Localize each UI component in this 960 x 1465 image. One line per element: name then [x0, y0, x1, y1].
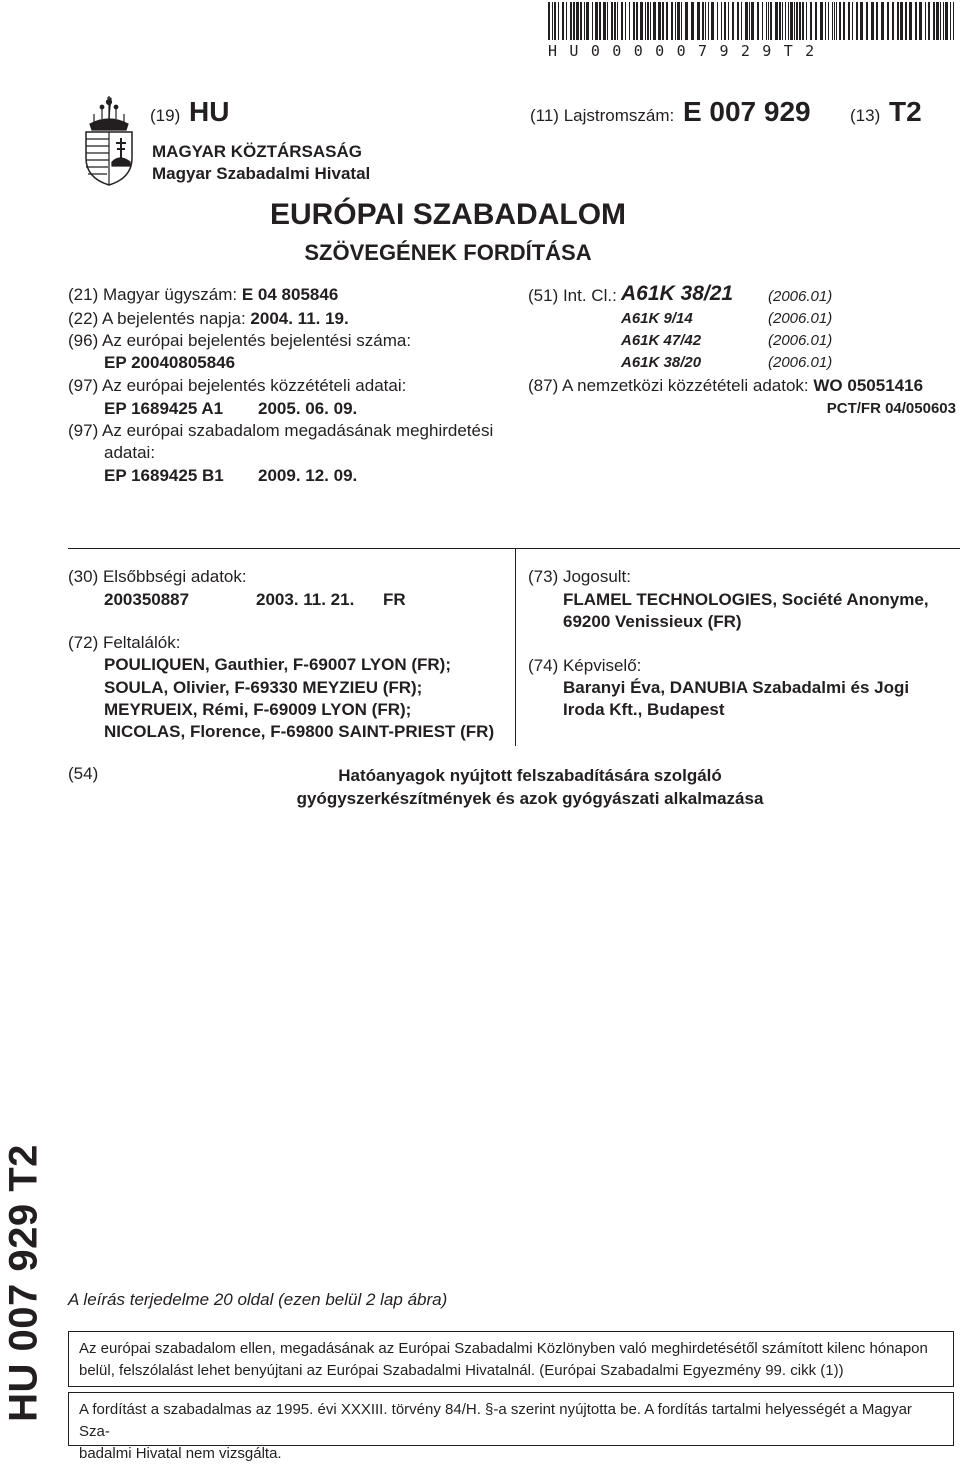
barcode-bar [629, 2, 630, 40]
field-87 [528, 375, 923, 397]
barcode-bar [768, 2, 769, 40]
barcode-bar [825, 2, 826, 40]
barcode-bar [681, 2, 682, 40]
field-22 [68, 308, 349, 330]
field-97a-label: (97) Az európai bejelentés közzétételi adatai: [68, 376, 407, 395]
proprietor-line-2: 69200 Venissieux (FR) [563, 612, 742, 631]
inid-19-label: (19) [150, 106, 181, 125]
inventor-name: NICOLAS, Florence, F-69800 SAINT-PRIEST (FR) [104, 722, 495, 741]
barcode-bar [702, 2, 704, 40]
ipc-code: A61K 9/14 [621, 310, 693, 327]
barcode-bar [796, 2, 798, 40]
barcode-bar [711, 2, 714, 40]
ipc-code: A61K 38/20 [621, 354, 702, 371]
side-label-text: HU 007 929 T2 [1, 1144, 46, 1422]
barcode-bar [925, 2, 926, 40]
section-divider [68, 548, 960, 549]
coat-of-arms-icon [80, 94, 138, 186]
barcode-bar [614, 2, 616, 40]
field-21-label: (21) Magyar ügyszám: [68, 285, 238, 304]
barcode-bar [562, 2, 564, 40]
barcode-bar [945, 2, 948, 40]
barcode-bar [675, 2, 676, 40]
field-74-label: (74) Képviselő: [528, 656, 642, 675]
ipc-version: (2006.01) [768, 354, 833, 371]
barcode-bar [570, 2, 572, 40]
barcode-bar [584, 2, 585, 40]
translation-line-1: A fordítást a szabadalmas az 1995. évi XXXIII. törvény 84/H. §-a szerint nyújtotta be. A fordítás tartalmi helyességét a Magyar Sza- [79, 1401, 912, 1440]
country-field [150, 96, 229, 128]
inventor-name: MEYRUEIX, Rémi, F-69009 LYON (FR); [104, 700, 412, 719]
field-96-label: (96) Az európai bejelentés bejelentési száma: [68, 331, 412, 350]
barcode-bar [806, 2, 807, 40]
barcode-bar [573, 2, 575, 40]
document-subtitle: SZÖVEGÉNEK FORDÍTÁSA [304, 240, 592, 265]
barcode-bar [611, 2, 613, 40]
barcode-bar [617, 2, 618, 40]
field-97b-number: EP 1689425 B1 [104, 466, 224, 485]
invention-title [180, 764, 880, 810]
barcode-bar [645, 2, 646, 40]
barcode-bar [770, 2, 772, 40]
barcode-bar [647, 2, 649, 40]
barcode-bar [658, 2, 661, 40]
ipc-version: (2006.01) [768, 332, 833, 349]
country-name: MAGYAR KÖZTÁRSASÁG [152, 142, 362, 161]
barcode-bar [856, 2, 858, 40]
barcode-bar [897, 2, 899, 40]
barcode-bar [794, 2, 795, 40]
barcode-bar [705, 2, 706, 40]
barcode-bar [788, 2, 789, 40]
side-label [0, 1144, 48, 1422]
opposition-notice [68, 1331, 954, 1387]
field-87-label: (87) A nemzetközi közzétételi adatok: [528, 376, 809, 395]
barcode-text: HU000007929T2 [548, 42, 827, 60]
barcode-bar [708, 2, 709, 40]
barcode-bar [892, 2, 894, 40]
barcode-bar [741, 2, 742, 40]
inventor-name: POULIQUEN, Gauthier, F-69007 LYON (FR); [104, 655, 451, 674]
representative-line-2: Iroda Kft., Budapest [563, 700, 725, 719]
barcode-bar [554, 2, 556, 40]
barcode-bar [828, 2, 829, 40]
invention-title-line-2: gyógyszerkészítmények és azok gyógyászati alkalmazása [296, 789, 764, 808]
field-51-label: (51) Int. Cl.: [528, 286, 617, 305]
barcode-bar [909, 2, 912, 40]
opposition-line-2: belül, felszólalást lehet benyújtani az Európai Szabadalmi Hivatalnál. (Európai Szabadalmi Egyezmény 99. cikk (1)) [79, 1362, 844, 1379]
barcode-bar [785, 2, 786, 40]
barcode-bar [782, 2, 783, 40]
ipc-code: A61K 47/42 [621, 332, 702, 349]
barcode-bar [843, 2, 845, 40]
barcode-bar [766, 2, 767, 40]
barcode-bar [666, 2, 668, 40]
barcode-bar [943, 2, 944, 40]
field-97a-number: EP 1689425 A1 [104, 399, 224, 418]
field-97b-date: 2009. 12. 09. [258, 466, 358, 485]
barcode-bar [552, 2, 553, 40]
barcode-bar [876, 2, 878, 40]
barcode-bar [799, 2, 801, 40]
barcode-bar [697, 2, 700, 40]
barcode-bar [950, 2, 951, 40]
barcode-bar [586, 2, 589, 40]
opposition-line-1: Az európai szabadalom ellen, megadásának az Európai Szabadalmi Közlönyben való meghirdetésétől számított kilenc hónapon [79, 1340, 928, 1357]
country-code: HU [188, 96, 230, 127]
barcode-bar [779, 2, 781, 40]
field-30-label: (30) Elsőbbségi adatok: [68, 567, 247, 586]
barcode-bar [732, 2, 734, 40]
field-87-pct: PCT/FR 04/050603 [826, 400, 956, 417]
barcode-bar [671, 2, 673, 40]
barcode-bar [887, 2, 889, 40]
barcode-bar [662, 2, 664, 40]
barcode-bar [905, 2, 907, 40]
barcode-bar [625, 2, 626, 40]
field-22-label: (22) A bejelentés napja: [68, 309, 246, 328]
barcode-bar [836, 2, 837, 40]
barcode-bar [928, 2, 930, 40]
barcode-bar [599, 2, 601, 40]
translation-line-2: badalmi Hivatal nem vizsgálta. [79, 1445, 282, 1462]
field-96-value: EP 20040805846 [104, 353, 236, 372]
priority-number: 200350887 [104, 590, 190, 609]
barcode-bar [721, 2, 722, 40]
barcode-bar [936, 2, 939, 40]
barcode-bar [815, 2, 817, 40]
inid-11-label: (11) Lajstromszám: [530, 106, 675, 125]
barcode-bar [633, 2, 635, 40]
field-22-value: 2004. 11. 19. [250, 309, 349, 328]
barcode-bar [775, 2, 778, 40]
barcode-bar [839, 2, 841, 40]
barcode-bar [640, 2, 643, 40]
kind-code: T2 [888, 96, 922, 127]
field-21-value: E 04 805846 [241, 285, 339, 304]
document-title: EURÓPAI SZABADALOM [269, 198, 627, 231]
field-97a-date: 2005. 06. 09. [258, 399, 358, 418]
field-87-wo: WO 05051416 [813, 376, 924, 395]
barcode-bar [915, 2, 917, 40]
barcode-bar [548, 2, 550, 40]
proprietor-line-1: FLAMEL TECHNOLOGIES, Société Anonyme, [563, 590, 929, 609]
barcode-bar [650, 2, 651, 40]
barcode-bar [919, 2, 922, 40]
barcode-bar [621, 2, 623, 40]
barcode-bar [832, 2, 833, 40]
field-97b-label-1: (97) Az európai szabadalom megadásának meghirdetési [68, 421, 494, 440]
barcode-bar [871, 2, 874, 40]
barcode-bar [592, 2, 593, 40]
barcode-bar [576, 2, 579, 40]
barcode-bar [653, 2, 656, 40]
ipc-code: A61K 38/21 [621, 282, 734, 305]
field-97b-label-2: adatai: [104, 443, 156, 462]
barcode-bar [790, 2, 793, 40]
barcode-bar [566, 2, 567, 40]
description-scope: A leírás terjedelme 20 oldal (ezen belül 2 lap ábra) [68, 1290, 448, 1309]
barcode-bar [940, 2, 941, 40]
barcode-bar [724, 2, 726, 40]
representative-line-1: Baranyi Éva, DANUBIA Szabadalmi és Jogi [563, 678, 910, 697]
barcode-bar [728, 2, 729, 40]
barcode-bar [603, 2, 606, 40]
field-21 [68, 284, 338, 306]
inid-13-label: (13) [850, 106, 881, 125]
registration-field [530, 96, 811, 128]
translation-notice [68, 1392, 954, 1462]
registration-number: E 007 929 [682, 96, 811, 127]
barcode-bar [607, 2, 608, 40]
field-54-label: (54) [68, 764, 99, 783]
inventor-name: SOULA, Olivier, F-69330 MEYZIEU (FR); [104, 678, 423, 697]
barcode-bar [820, 2, 823, 40]
field-73-label: (73) Jogosult: [528, 567, 631, 586]
barcode-bar [866, 2, 868, 40]
barcode-bar [852, 2, 853, 40]
barcode-bar [834, 2, 835, 40]
field-72-label: (72) Feltalálók: [68, 633, 181, 652]
office-name: Magyar Szabadalmi Hivatal [152, 164, 371, 183]
barcode-bar [860, 2, 863, 40]
barcode-bar [717, 2, 718, 40]
barcode-bar [685, 2, 688, 40]
barcode-bar [595, 2, 598, 40]
barcode-bar [900, 2, 903, 40]
barcode-bar [881, 2, 884, 40]
barcode-bar [636, 2, 638, 40]
barcode-bar [802, 2, 804, 40]
ipc-version: (2006.01) [768, 288, 833, 305]
barcode-bar [749, 2, 750, 40]
priority-country: FR [383, 590, 406, 609]
barcode-bar [933, 2, 935, 40]
barcode-bar [745, 2, 748, 40]
barcode-bar [810, 2, 812, 40]
barcode-bar [751, 2, 754, 40]
barcode-bar [691, 2, 694, 40]
barcode-bar [677, 2, 680, 40]
ipc-version: (2006.01) [768, 310, 833, 327]
barcode-graphic [548, 2, 956, 40]
invention-title-line-1: Hatóanyagok nyújtott felszabadítására szolgáló [338, 766, 722, 785]
barcode-bar [953, 2, 954, 40]
barcode-bar [757, 2, 759, 40]
priority-date: 2003. 11. 21. [256, 590, 355, 609]
barcode-bar [737, 2, 739, 40]
barcode-bar [762, 2, 763, 40]
barcode-bar [848, 2, 850, 40]
barcode-bar [580, 2, 582, 40]
kind-code-field [850, 96, 922, 128]
barcode-bar [558, 2, 559, 40]
column-divider [515, 549, 516, 746]
